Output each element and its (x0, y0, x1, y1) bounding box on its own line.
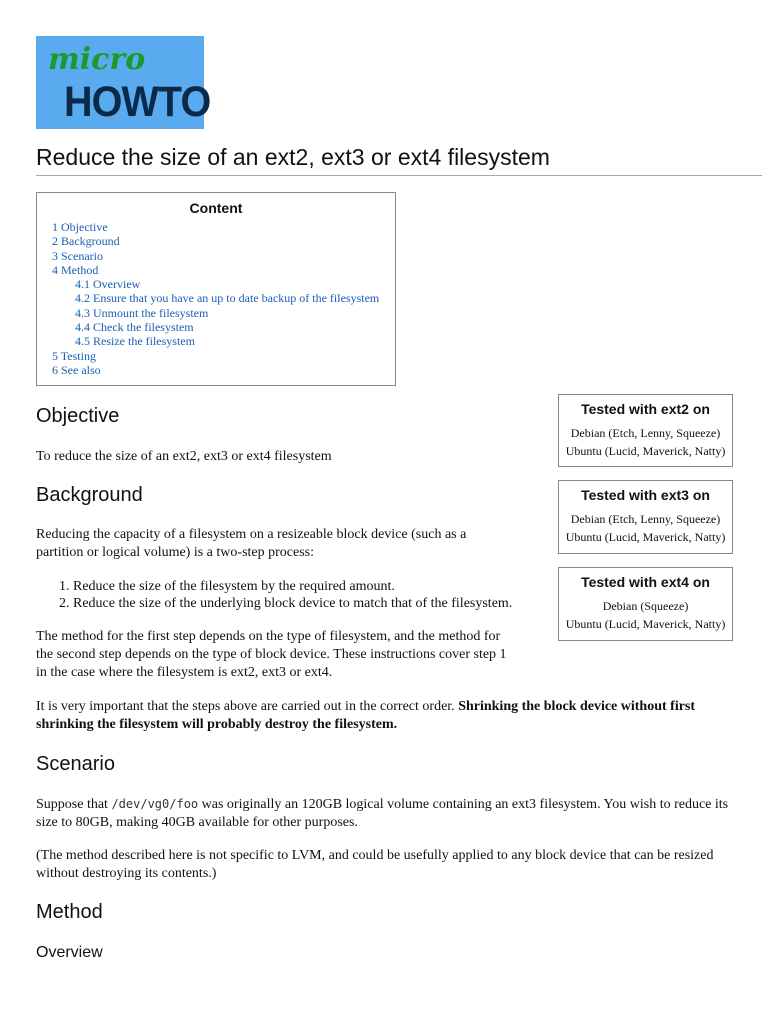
tested-ext2-title: Tested with ext2 on (581, 401, 710, 417)
tested-ext3-debian: Debian (Etch, Lenny, Squeeze) (570, 512, 721, 526)
background-warning-bold: Shrinking the block device without first shrinking the filesystem will probably destroy the filesystem. (36, 699, 696, 732)
toc-link-scenario[interactable]: 3 Scenario (52, 248, 103, 263)
toc-heading: Content (189, 200, 243, 216)
background-intro-line2: partition or logical volume) is a two-step process: (36, 545, 314, 560)
toc-link-see-also[interactable]: 6 See also (52, 362, 101, 377)
table-of-contents (36, 192, 396, 386)
toc-link-testing[interactable]: 5 Testing (52, 348, 96, 363)
logo-howto-text: HOWTO (64, 78, 211, 126)
toc-link-objective[interactable]: 1 Objective (52, 220, 108, 234)
tested-ext4-ubuntu: Ubuntu (Lucid, Maverick, Natty) (565, 617, 726, 631)
tested-ext3-title: Tested with ext3 on (581, 487, 710, 503)
tested-ext3-box (558, 480, 733, 554)
tested-ext3-ubuntu: Ubuntu (Lucid, Maverick, Natty) (565, 530, 726, 544)
background-method-paragraph (36, 628, 556, 682)
tested-ext2-debian: Debian (Etch, Lenny, Squeeze) (570, 426, 721, 440)
overview-heading: Overview (36, 944, 103, 961)
logo-micro-text: micro (48, 42, 146, 77)
toc-link-resize[interactable]: 4.5 Resize the filesystem (75, 334, 195, 349)
tested-ext4-box (558, 567, 733, 641)
tested-ext4-debian: Debian (Squeeze) (602, 599, 689, 613)
scenario-device-path: /dev/vg0/foo (111, 797, 199, 811)
tested-ext2-ubuntu: Ubuntu (Lucid, Maverick, Natty) (565, 444, 726, 458)
background-method-line1: The method for the first step depends on the type of filesystem, and the method for (36, 629, 501, 644)
scenario-heading: Scenario (36, 753, 115, 775)
title-divider (36, 175, 762, 176)
background-heading: Background (36, 484, 143, 506)
objective-heading: Objective (36, 405, 120, 427)
toc-link-background[interactable]: 2 Background (52, 234, 120, 249)
background-steps (36, 578, 512, 612)
background-method-line3: in the case where the filesystem is ext2, ext3 or ext4. (36, 665, 333, 680)
toc-link-overview[interactable]: 4.1 Overview (75, 277, 141, 292)
scenario-paragraph-2: (The method described here is not specific to LVM, and could be usefully applied to any block device that can be resized without destroying its contents.) (36, 848, 714, 881)
background-method-line2: the second step depends on the type of block device. These instructions cover step 1 (36, 647, 507, 662)
scenario-paragraph-1 (36, 795, 736, 832)
background-warning-text: It is very important that the steps above are carried out in the correct order. (36, 699, 459, 714)
tested-ext2-box (558, 394, 733, 467)
toc-link-backup[interactable]: 4.2 Ensure that you have an up to date backup of the filesystem (75, 291, 380, 306)
toc-list (37, 220, 395, 377)
toc-link-unmount[interactable]: 4.3 Unmount the filesystem (75, 305, 209, 320)
site-logo[interactable] (36, 36, 211, 129)
toc-link-check[interactable]: 4.4 Check the filesystem (75, 320, 194, 335)
background-warning-paragraph (36, 698, 736, 734)
scenario-text-post: was originally an 120GB logical volume containing an ext3 filesystem. You wish to reduce its size to 80GB, making 40GB available for other purposes. (36, 797, 729, 830)
page-title: Reduce the size of an ext2, ext3 or ext4 filesystem (36, 144, 550, 170)
toc-link-method[interactable]: 4 Method (52, 262, 99, 277)
scenario-text-pre: Suppose that (36, 797, 112, 812)
background-step-2: 2. Reduce the size of the underlying block device to match that of the filesystem. (73, 595, 512, 612)
tested-ext4-title: Tested with ext4 on (581, 574, 710, 590)
objective-text: To reduce the size of an ext2, ext3 or ext4 filesystem (36, 449, 332, 464)
background-intro-line1: Reducing the capacity of a filesystem on a resizeable block device (such as a (36, 527, 467, 542)
background-step-1: 1. Reduce the size of the filesystem by the required amount. (73, 578, 512, 595)
method-heading: Method (36, 901, 103, 923)
background-intro (36, 526, 556, 562)
